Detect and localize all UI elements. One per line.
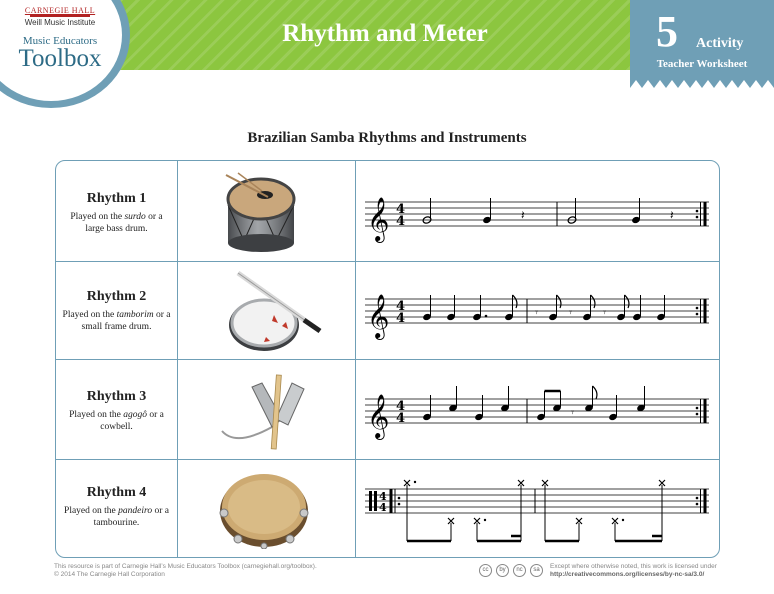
cc-sa-icon: sa <box>530 564 543 577</box>
footer-credit-line: This resource is part of Carnegie Hall’s Music Educators Toolbox (carnegiehall.org/toolbox). <box>54 563 317 570</box>
footer-copyright: © 2014 The Carnegie Hall Corporation <box>54 571 165 578</box>
staff-rhythm-2 <box>361 283 713 348</box>
rhythm-description: Played on the tamborim or a small frame drum. <box>62 310 171 332</box>
time-signature-top: 4 <box>396 202 406 217</box>
agogo-bell-icon <box>216 369 326 455</box>
time-signature-top: 4 <box>396 299 406 314</box>
table-row <box>56 161 719 261</box>
worksheet-subtitle: Brazilian Samba Rhythms and Instruments <box>247 130 527 146</box>
quarter-rest: 𝄽 <box>670 208 674 222</box>
logo-divider <box>30 15 90 17</box>
activity-number: 5 <box>656 7 678 56</box>
rhythm-description: Played on the surdo or a large bass drum. <box>70 212 163 234</box>
treble-clef-icon: 𝄞 <box>367 394 390 438</box>
footer-license-link[interactable]: http://creativecommons.org/licenses/by-nc-sa/3.0/ <box>550 571 705 578</box>
cc-by-icon: by <box>496 564 509 577</box>
rhythm-description: Played on the pandeiro or a tambourine. <box>64 506 169 528</box>
music-staff <box>361 283 713 343</box>
cc-nc-icon: nc <box>513 564 526 577</box>
tamborim-icon <box>216 267 336 357</box>
activity-tab-zigzag <box>630 80 774 88</box>
table-row <box>56 459 719 557</box>
quarter-rest: 𝄽 <box>521 208 525 222</box>
treble-clef-icon: 𝄞 <box>367 294 390 338</box>
rhythm-description: Played on the agogô or a cowbell. <box>69 410 164 432</box>
rhythm-title: Rhythm 3 <box>86 389 147 404</box>
table-row <box>56 359 719 459</box>
footer-license-text: Except where otherwise noted, this work is licensed under <box>550 563 717 570</box>
logo-toolbox: Toolbox <box>18 45 102 72</box>
staff-rhythm-1 <box>361 186 713 251</box>
time-signature-top: 4 <box>379 490 387 503</box>
music-staff <box>361 186 713 246</box>
pandeiro-icon <box>216 465 316 549</box>
eighth-rest: 𝄾 <box>569 306 572 319</box>
eighth-rest: 𝄾 <box>535 306 538 319</box>
rhythm-title: Rhythm 1 <box>86 191 147 206</box>
rhythm-title: Rhythm 2 <box>86 289 147 304</box>
activity-label: Activity <box>696 36 744 51</box>
logo-line: Music Educators <box>22 35 98 47</box>
percussion-staff <box>361 477 713 547</box>
staff-rhythm-4 <box>361 477 713 552</box>
music-staff <box>361 383 713 443</box>
time-signature-bottom: 4 <box>396 214 406 229</box>
logo <box>4 6 116 71</box>
eighth-rest: 𝄾 <box>571 406 574 419</box>
percussion-clef-icon <box>369 491 372 511</box>
activity-subtitle: Teacher Worksheet <box>656 58 748 70</box>
eighth-rest: 𝄾 <box>603 306 606 319</box>
footer-license <box>550 563 717 579</box>
time-signature-bottom: 4 <box>396 311 406 326</box>
time-signature-bottom: 4 <box>379 501 387 514</box>
logo-org-name: CARNEGIE HALL <box>24 6 96 15</box>
rhythm-table <box>55 160 720 558</box>
staff-rhythm-3 <box>361 383 713 448</box>
time-signature-bottom: 4 <box>396 411 406 426</box>
time-signature-top: 4 <box>396 399 406 414</box>
table-row <box>56 261 719 359</box>
page-title: Rhythm and Meter <box>282 20 488 47</box>
treble-clef-icon: 𝄞 <box>367 197 390 241</box>
footer-credit <box>54 563 317 579</box>
cc-icon: cc <box>479 564 492 577</box>
rhythm-title: Rhythm 4 <box>86 485 147 500</box>
surdo-drum-icon <box>216 171 306 255</box>
logo-institute: Weill Music Institute <box>24 18 96 27</box>
activity-tab <box>630 0 774 80</box>
